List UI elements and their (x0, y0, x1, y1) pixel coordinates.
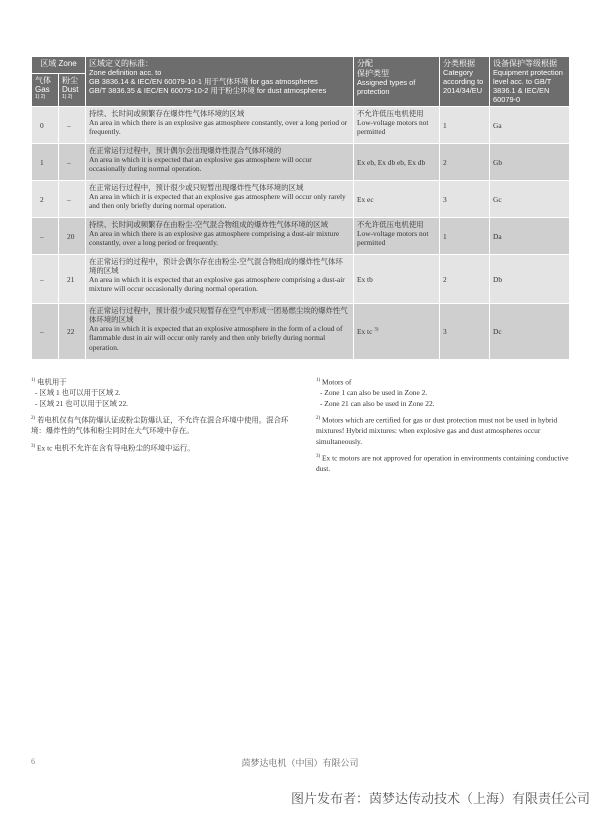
header-zone: 区域 Zone (32, 57, 86, 74)
protection-cn: 不允许低压电机使用 (357, 220, 424, 230)
cell-epl: Dc (490, 304, 570, 360)
header-def-en1: Zone definition acc. to (89, 67, 162, 77)
footnote-3-sup: 3) (316, 454, 321, 460)
header-def-en2: GB 3836.14 & IEC/EN 60079-10-1 用于气体环境 for gas atmospheres (89, 76, 318, 86)
cell-category: 1 (440, 218, 490, 255)
page-number: 6 (31, 757, 35, 766)
header-epl (490, 57, 570, 107)
cell-gas: 1 (32, 144, 59, 181)
footnote-1 (31, 377, 301, 409)
cell-epl: Ga (490, 107, 570, 144)
protection-en: Ex tc (357, 327, 373, 337)
footnotes-cn (31, 377, 301, 460)
header-prot-cn2: 保护类型 (357, 68, 389, 78)
cell-protection (354, 255, 440, 304)
protection-en: Low-voltage motors not permitted (357, 118, 429, 137)
definition-en: An area in which it is expected that an explosive gas atmosphere comprising a dust-air mixture will occur occasionally during normal operation. (89, 275, 345, 294)
footnote-2 (316, 415, 576, 447)
cell-category: 2 (440, 255, 490, 304)
cell-protection (354, 304, 440, 360)
header-cat-en: Category according to 2014/34/EU (443, 67, 484, 95)
table-row (32, 181, 570, 218)
header-protection (354, 57, 440, 107)
footnote-1-sup: 1) (31, 378, 36, 383)
definition-en: An area in which it is expected that an explosive gas atmosphere will occur occasionally during normal operation. (89, 155, 312, 174)
header-gas-cn: 气体 (35, 75, 51, 85)
definition-en: An area in which it is expected that an explosive gas atmosphere will occur only rarely and then only briefly during normal operation. (89, 192, 346, 211)
definition-cn: 持续、长时间或频繁存在爆炸性气体环境的区域 (89, 109, 245, 119)
cell-dust: – (59, 144, 86, 181)
cell-definition (86, 181, 354, 218)
header-prot-cn: 分配 (357, 59, 373, 68)
definition-cn: 在正常运行过程中，预计很少或只短暂存在空气中形成一团易燃尘埃的爆炸性气体环境的区域 (89, 306, 348, 325)
header-prot-en: Assigned types of protection (357, 77, 416, 96)
footnote-2-sup: 2) (316, 416, 321, 422)
cell-definition (86, 255, 354, 304)
header-def-cn: 区域定义的标准： (89, 59, 153, 68)
footnote-2-sup: 2) (31, 416, 36, 422)
cell-dust: – (59, 107, 86, 144)
cell-protection (354, 218, 440, 255)
footnote-1-bullet: - 区域 21 也可以用于区域 22. (35, 398, 128, 408)
protection-sup: 3) (374, 327, 379, 333)
definition-en: An area in which there is an explosive gas atmosphere comprising a dust-air mixture constantly, over a long period or frequently. (89, 229, 340, 248)
cell-category: 3 (440, 181, 490, 218)
definition-cn: 在正常运行过程中，预计偶尔会出现爆炸性混合气体环境的 (89, 146, 282, 156)
header-cat-cn: 分类根据 (443, 59, 475, 68)
table-row (32, 107, 570, 144)
footnote-1-bullet: - 区域 1 也可以用于区域 2. (35, 387, 121, 397)
image-credit: 图片发布者：茵梦达传动技术（上海）有限责任公司 (290, 791, 590, 806)
cell-epl: Db (490, 255, 570, 304)
cell-epl: Gb (490, 144, 570, 181)
footnote-2-text: Motors which are certified for gas or dust protection must not be used in hybrid mixtures! Hybrid mixtures: when explosive gas and dust atmospheres occur simultaneously. (316, 415, 558, 446)
protection-cn: 不允许低压电机使用 (357, 109, 424, 119)
cell-definition (86, 304, 354, 360)
definition-en: An area in which there is an explosive gas atmosphere constantly, over a long period or frequently. (89, 118, 348, 137)
cell-category: 3 (440, 304, 490, 360)
header-epl-cn: 设备保护等级根据 (493, 59, 557, 68)
cell-definition (86, 144, 354, 181)
footnote-3-text: Ex tc 电机不允许在含有导电粉尘的环境中运行。 (37, 442, 195, 452)
header-dust-en: Dust (62, 85, 79, 95)
cell-epl: Gc (490, 181, 570, 218)
footnote-3 (31, 443, 301, 454)
header-gas (32, 73, 59, 107)
cell-category: 1 (440, 107, 490, 144)
zone-definition-table (31, 56, 570, 360)
header-dust-sup: 1) 2) (62, 94, 73, 101)
footnote-1 (316, 377, 576, 409)
cell-protection (354, 181, 440, 218)
cell-category: 2 (440, 144, 490, 181)
cell-dust: – (59, 181, 86, 218)
cell-gas: – (32, 255, 59, 304)
header-gas-en: Gas (35, 85, 50, 95)
cell-protection (354, 107, 440, 144)
footnote-3-sup: 3) (31, 443, 36, 449)
cell-definition (86, 218, 354, 255)
protection-en: Ex ec (357, 194, 374, 204)
protection-en: Low-voltage motors not permitted (357, 229, 429, 248)
cell-definition (86, 107, 354, 144)
footnote-2-text: 若电机仅有气体防爆认证或粉尘防爆认证，不允许在混合环境中使用。混合环境：爆炸性的气体和粉尘同时在大气环境中存在。 (31, 415, 289, 435)
table-row (32, 255, 570, 304)
cell-protection (354, 144, 440, 181)
header-def-en3: GB/T 3836.35 & IEC/EN 60079-10-2 用于粉尘环境 for dust atmospheres (89, 85, 327, 95)
footnote-3-text: Ex tc motors are not approved for operation in environments containing conductive dust. (316, 453, 569, 474)
cell-dust: 22 (59, 304, 86, 360)
company-name: 茵梦达电机（中国）有限公司 (241, 758, 359, 768)
header-gas-sup: 1) 2) (35, 94, 46, 101)
table-row (32, 304, 570, 360)
footnote-1-bullet: - Zone 1 can also be used in Zone 2. (320, 387, 428, 397)
table-row (32, 218, 570, 255)
definition-cn: 在正常运行的过程中，预计会偶尔存在由粉尘-空气混合物组成的爆炸性气体环境的区域 (89, 257, 343, 276)
protection-en: Ex tb (357, 274, 373, 284)
footnotes-en (316, 377, 576, 481)
footnote-1-bullet: - Zone 21 can also be used in Zone 22. (320, 398, 435, 408)
cell-dust: 20 (59, 218, 86, 255)
footnote-1-sup: 1) (316, 378, 321, 383)
cell-gas: – (32, 304, 59, 360)
definition-en: An area in which it is expected that an explosive atmosphere in the form of a cloud of flammable dust in air will occur only rarely and then only briefly during normal operation. (89, 324, 343, 352)
protection-en: Ex eb, Ex db eb, Ex db (357, 157, 426, 167)
footnote-2 (31, 415, 301, 437)
definition-cn: 在正常运行过程中，预计很少或只短暂出现爆炸性气体环境的区域 (89, 183, 304, 193)
footnote-1-text: 电机用于 (37, 377, 67, 387)
cell-gas: 2 (32, 181, 59, 218)
footnote-3 (316, 453, 576, 475)
table-row (32, 144, 570, 181)
header-epl-en: Equipment protection level acc. to GB/T 3836.1 & IEC/EN 60079-0 (493, 67, 563, 104)
cell-dust: 21 (59, 255, 86, 304)
header-category (440, 57, 490, 107)
header-dust (59, 73, 86, 107)
header-zone-definition (86, 57, 354, 107)
cell-epl: Da (490, 218, 570, 255)
cell-gas: 0 (32, 107, 59, 144)
definition-cn: 持续、长时间或频繁存在由粉尘-空气混合物组成的爆炸性气体环境的区域 (89, 220, 328, 230)
header-dust-cn: 粉尘 (62, 75, 78, 85)
footnote-1-text: Motors of (322, 377, 352, 387)
cell-gas: – (32, 218, 59, 255)
